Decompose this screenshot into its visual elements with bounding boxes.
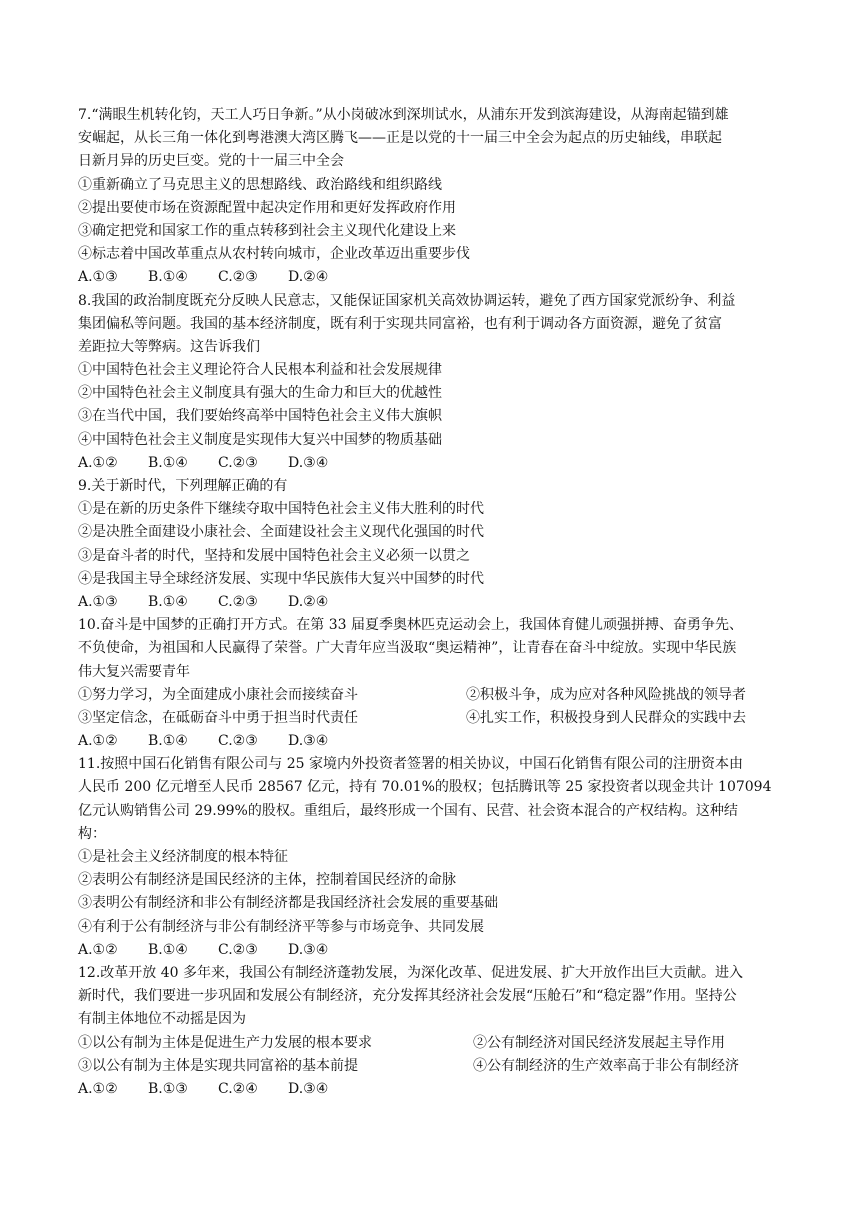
answer-c: C.②④ <box>218 1080 258 1097</box>
option-row <box>78 1032 778 1055</box>
option-1: ①是社会主义经济制度的根本特征 <box>78 849 288 865</box>
option-2: ②是决胜全面建设小康社会、全面建设社会主义现代化强国的时代 <box>78 524 484 541</box>
option-4: ④扎实工作，积极投身到人民群众的实践中去 <box>466 709 746 726</box>
question-stem-line: 有制主体地位不动摇是因为 <box>78 1011 246 1028</box>
question-stem-line: 亿元认购销售公司 29.99%的股权。重组后，最终形成一个国有、民营、社会资本混合的产权结构。这种结 <box>78 802 738 819</box>
option-2: ②表明公有制经济是国民经济的主体，控制着国民经济的命脉 <box>78 872 456 889</box>
option-3: ③表明公有制经济和非公有制经济都是我国经济社会发展的重要基础 <box>78 895 498 912</box>
answer-b: B.①③ <box>148 1080 188 1097</box>
question-stem-line: 安崛起，从长三角一体化到粤港澳大湾区腾飞——正是以党的十一届三中全会为起点的历史轴线，串联起 <box>78 130 722 147</box>
option-row <box>78 707 778 730</box>
option-row <box>78 1055 778 1078</box>
question-12 <box>78 962 778 1101</box>
question-stem-line: 11.按照中国石化销售有限公司与 25 家境内外投资者签署的相关协议，中国石化销售有限公司的注册资本由 <box>78 756 743 773</box>
answer-a: A.①② <box>78 733 118 750</box>
option-2: ②积极斗争，成为应对各种风险挑战的领导者 <box>466 686 746 703</box>
answer-d: D.②④ <box>288 269 329 286</box>
answer-d: D.③④ <box>288 733 329 750</box>
answer-a: A.①③ <box>78 269 118 286</box>
answer-a: A.①② <box>78 454 118 471</box>
question-stem-line: 10.奋斗是中国梦的正确打开方式。在第 33 届夏季奥林匹克运动会上，我国体育健儿顽强拼搏、奋勇争先、 <box>78 617 743 634</box>
answer-c: C.②③ <box>218 593 258 610</box>
option-1: ①以公有制为主体是促进生产力发展的根本要求 <box>78 1034 372 1051</box>
question-stem-line: 人民币 200 亿元增至人民币 28567 亿元，持有 70.01%的股权；包括腾讯等 25 家投资者以现金共计 107094 <box>78 779 772 796</box>
question-stem-line: 12.改革开放 40 多年来，我国公有制经济蓬勃发展，为深化改革、促进发展、扩大开放作出巨大贡献。进入 <box>78 964 743 981</box>
question-stem-line: 9.关于新时代，下列理解正确的有 <box>78 478 288 494</box>
answer-c: C.②③ <box>218 733 258 750</box>
option-4: ④公有制经济的生产效率高于非公有制经济 <box>473 1057 739 1074</box>
option-4: ④中国特色社会主义制度是实现伟大复兴中国梦的物质基础 <box>78 431 442 448</box>
question-stem-line: 集团偏私等问题。我国的基本经济制度，既有利于实现共同富裕，也有利于调动各方面资源，避免了贫富 <box>78 315 722 332</box>
answer-b: B.①④ <box>148 941 188 958</box>
answer-b: B.①④ <box>148 733 188 750</box>
answer-c: C.②③ <box>218 941 258 958</box>
question-10 <box>78 614 778 753</box>
option-3: ③以公有制为主体是实现共同富裕的基本前提 <box>78 1057 358 1074</box>
question-stem-line: 7.“满眼生机转化钧，天工人巧日争新。”从小岗破冰到深圳试水，从浦东开发到滨海建设，从海南起锚到雄 <box>78 107 729 123</box>
answer-b: B.①④ <box>148 269 188 286</box>
question-stem-line: 伟大复兴需要青年 <box>78 663 190 680</box>
option-1: ①努力学习，为全面建成小康社会而接续奋斗 <box>78 686 358 703</box>
option-4: ④标志着中国改革重点从农村转向城市，企业改革迈出重要步伐 <box>78 246 470 263</box>
option-4: ④有利于公有制经济与非公有制经济平等参与市场竞争、共同发展 <box>78 918 484 935</box>
answer-d: D.②④ <box>288 593 329 610</box>
question-stem-line: 新时代，我们要进一步巩固和发展公有制经济，充分发挥其经济社会发展“压舱石”和“稳定器”作用。坚持公 <box>78 988 737 1005</box>
option-3: ③确定把党和国家工作的重点转移到社会主义现代化建设上来 <box>78 222 456 239</box>
option-3: ③在当代中国，我们要始终高举中国特色社会主义伟大旗帜 <box>78 408 442 425</box>
option-2: ②提出要使市场在资源配置中起决定作用和更好发挥政府作用 <box>78 199 456 216</box>
answer-choices <box>78 730 778 753</box>
answer-d: D.③④ <box>288 1080 329 1097</box>
option-3: ③坚定信念，在砥砺奋斗中勇于担当时代责任 <box>78 709 358 726</box>
question-stem-line: 日新月异的历史巨变。党的十一届三中全会 <box>78 153 344 170</box>
option-1: ①是在新的历史条件下继续夺取中国特色社会主义伟大胜利的时代 <box>78 501 484 518</box>
answer-c: C.②③ <box>218 269 258 286</box>
answer-choices <box>78 1078 778 1101</box>
question-stem-line: 8.我国的政治制度既充分反映人民意志，又能保证国家机关高效协调运转，避免了西方国家党派纷争、利益 <box>78 292 736 309</box>
answer-choices <box>78 452 778 475</box>
exam-page <box>78 104 778 1101</box>
option-2: ②公有制经济对国民经济发展起主导作用 <box>473 1034 725 1051</box>
answer-c: C.②③ <box>218 454 258 471</box>
option-1: ①中国特色社会主义理论符合人民根本利益和社会发展规律 <box>78 362 442 379</box>
answer-a: A.①② <box>78 1080 118 1097</box>
answer-b: B.①④ <box>148 454 188 471</box>
answer-choices <box>78 939 778 962</box>
option-3: ③是奋斗者的时代，坚持和发展中国特色社会主义必须一以贯之 <box>78 547 470 564</box>
option-row <box>78 684 778 707</box>
option-1: ①重新确立了马克思主义的思想路线、政治路线和组织路线 <box>78 176 442 193</box>
question-8 <box>78 290 778 476</box>
option-4: ④是我国主导全球经济发展、实现中华民族伟大复兴中国梦的时代 <box>78 570 484 587</box>
question-11 <box>78 753 778 962</box>
question-9 <box>78 475 778 614</box>
question-stem-line: 不负使命，为祖国和人民赢得了荣誉。广大青年应当汲取“奥运精神”，让青春在奋斗中绽放。实现中华民族 <box>78 640 737 657</box>
answer-choices <box>78 266 778 289</box>
answer-a: A.①③ <box>78 593 118 610</box>
answer-choices <box>78 591 778 614</box>
answer-d: D.③④ <box>288 941 329 958</box>
option-2: ②中国特色社会主义制度具有强大的生命力和巨大的优越性 <box>78 385 442 402</box>
answer-b: B.①④ <box>148 593 188 610</box>
answer-a: A.①② <box>78 941 118 958</box>
question-stem-line: 差距拉大等弊病。这告诉我们 <box>78 338 260 355</box>
answer-d: D.③④ <box>288 454 329 471</box>
question-7 <box>78 104 778 290</box>
question-stem-line: 构： <box>78 825 106 842</box>
